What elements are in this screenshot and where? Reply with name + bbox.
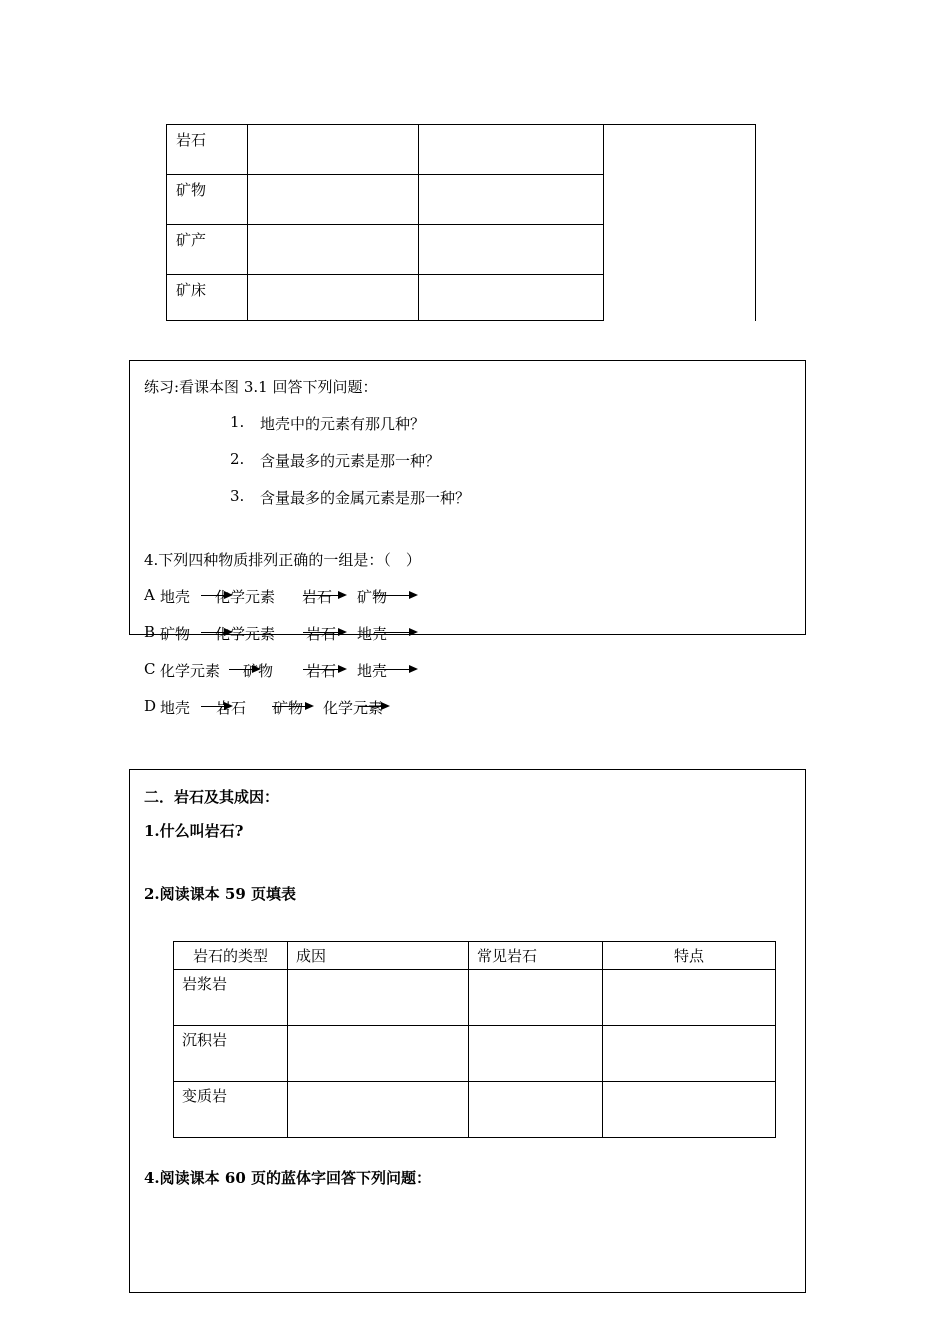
column-header: 成因 <box>288 942 469 970</box>
question-text: 地壳中的元素有那几种？ <box>260 415 426 433</box>
option-item: 矿物 <box>160 625 191 643</box>
table-cell <box>248 175 419 225</box>
question-number: 3. <box>230 487 245 505</box>
table-row <box>174 1026 776 1082</box>
table-row <box>174 1082 776 1138</box>
question-number: 1. <box>230 413 245 431</box>
option-item: 化学元素 <box>323 699 384 717</box>
arrow-icon <box>201 632 231 633</box>
arrow-icon <box>374 632 416 633</box>
column-header: 特点 <box>603 942 776 970</box>
row-label: 沉积岩 <box>174 1026 288 1082</box>
column-header: 常见岩石 <box>469 942 603 970</box>
row-label: 岩石 <box>167 125 248 175</box>
table-cell <box>288 1026 469 1082</box>
question-text: 含量最多的金属元素是那一种？ <box>260 489 471 507</box>
option-label: D <box>144 697 157 715</box>
row-label: 矿物 <box>167 175 248 225</box>
top-table <box>166 124 756 321</box>
option-item: 岩石 <box>306 662 337 680</box>
option-label: B <box>144 623 156 641</box>
column-header: 岩石的类型 <box>174 942 288 970</box>
table-header-row <box>174 942 776 970</box>
option-item: 岩石 <box>306 625 337 643</box>
option-item: 矿物 <box>357 588 388 606</box>
table-cell <box>419 225 604 275</box>
option-item: 化学元素 <box>215 588 276 606</box>
arrow-icon <box>374 669 416 670</box>
option-item: 地壳 <box>357 662 388 680</box>
table-row <box>174 970 776 1026</box>
arrow-icon <box>229 669 259 670</box>
arrow-icon <box>303 632 345 633</box>
table-cell <box>288 970 469 1026</box>
table-cell <box>288 1082 469 1138</box>
arrow-icon <box>303 595 345 596</box>
option-item: 矿物 <box>243 662 274 680</box>
question-2: 2.阅读课本 59 页填表 <box>144 885 296 903</box>
row-label: 矿床 <box>167 275 248 321</box>
practice-intro: 练习:看课本图 3.1 回答下列问题： <box>144 378 378 396</box>
arrow-icon <box>272 706 312 707</box>
table-cell <box>419 175 604 225</box>
table-row <box>167 125 756 175</box>
option-item: 岩石 <box>216 699 247 717</box>
question-number: 2. <box>230 450 245 468</box>
question-4: 4.下列四种物质排列正确的一组是：（ ） <box>144 551 421 569</box>
option-item: 地壳 <box>160 588 191 606</box>
option-item: 地壳 <box>160 699 191 717</box>
table-cell <box>603 970 776 1026</box>
table-cell <box>419 275 604 321</box>
option-label: C <box>144 660 156 678</box>
table-cell <box>248 275 419 321</box>
arrow-icon <box>201 706 231 707</box>
question-4-section2: 4.阅读课本 60 页的蓝体字回答下列问题： <box>144 1169 431 1187</box>
table-cell <box>248 225 419 275</box>
option-item: 地壳 <box>357 625 388 643</box>
row-label: 变质岩 <box>174 1082 288 1138</box>
table-cell <box>469 970 603 1026</box>
arrow-icon <box>201 595 231 596</box>
row-label: 岩浆岩 <box>174 970 288 1026</box>
table-cell <box>603 1026 776 1082</box>
question-text: 含量最多的元素是那一种？ <box>260 452 441 470</box>
arrow-icon <box>374 595 416 596</box>
option-item: 化学元素 <box>215 625 276 643</box>
section-heading: 二．岩石及其成因： <box>144 788 280 806</box>
table-cell <box>604 125 756 321</box>
rock-types-table <box>173 941 776 1138</box>
table-cell <box>469 1082 603 1138</box>
row-label: 矿产 <box>167 225 248 275</box>
option-label: A <box>144 586 155 604</box>
option-item: 矿物 <box>273 699 304 717</box>
table-cell <box>603 1082 776 1138</box>
table-cell <box>469 1026 603 1082</box>
table-cell <box>248 125 419 175</box>
arrow-icon <box>303 669 345 670</box>
arrow-icon <box>358 706 388 707</box>
option-item: 岩石 <box>302 588 333 606</box>
table-cell <box>419 125 604 175</box>
question-1: 1.什么叫岩石? <box>144 822 244 840</box>
option-item: 化学元素 <box>160 662 221 680</box>
